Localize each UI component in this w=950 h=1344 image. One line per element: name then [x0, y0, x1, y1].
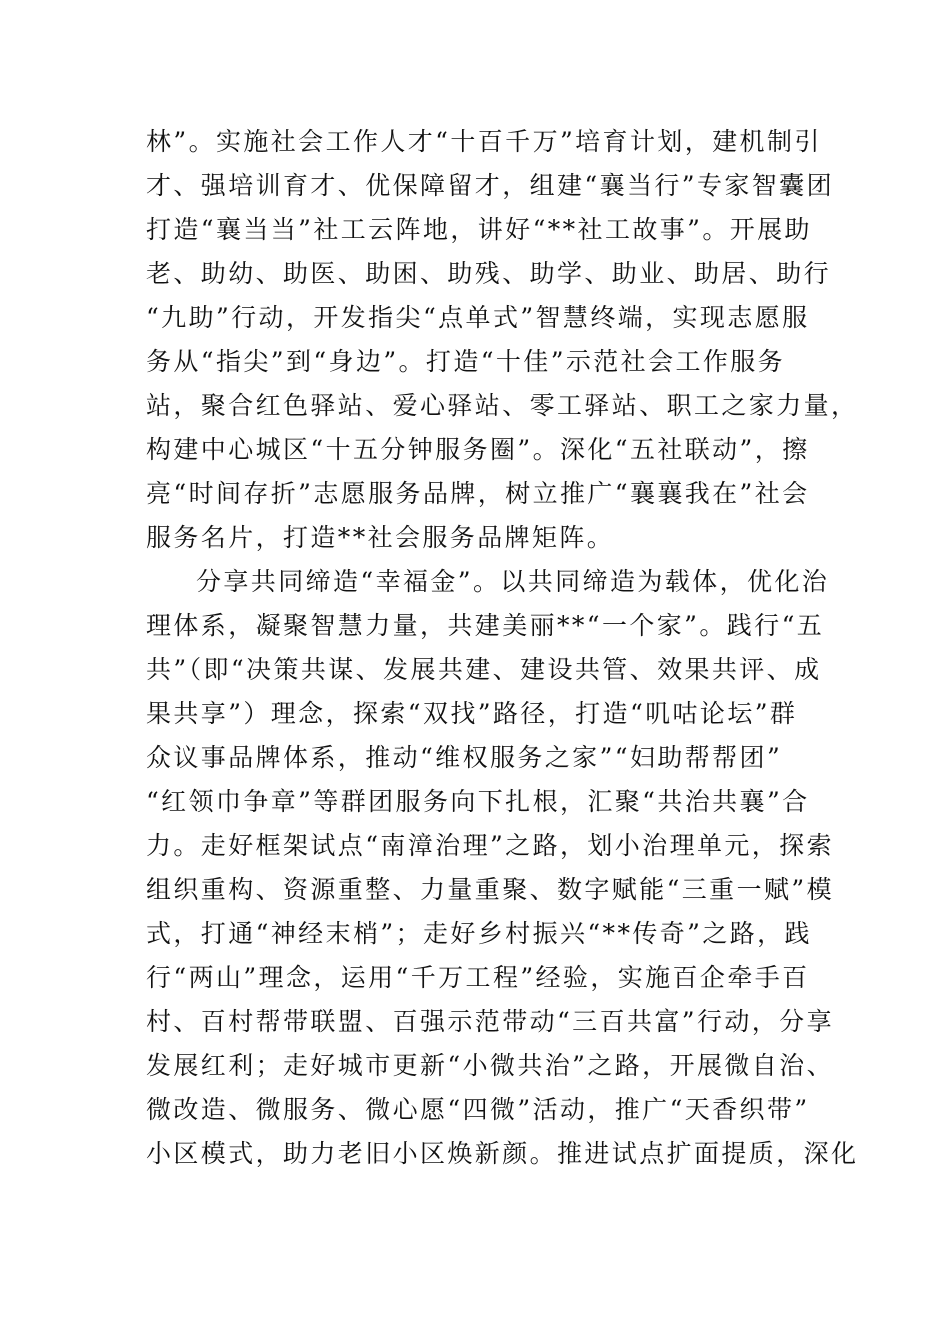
text-line: 小区模式，助力老旧小区焕新颜。推进试点扩面提质，深化: [146, 1139, 859, 1168]
text-line: 力。走好框架试点“南漳治理”之路，划小治理单元，探索: [146, 831, 834, 860]
text-line: 老、助幼、助医、助困、助残、助学、助业、助居、助行: [146, 259, 832, 288]
text-line: 构建中心城区“十五分钟服务圈”。深化“五社联动”，擦: [146, 435, 810, 464]
text-line: 行“两山”理念，运用“千万工程”经验，实施百企牵手百: [146, 963, 810, 992]
text-line: 村、百村帮带联盟、百强示范带动“三百共富”行动，分享: [146, 1007, 834, 1036]
text-line: 服务名片，打造**社会服务品牌矩阵。: [146, 523, 615, 552]
text-line: 果共享”）理念，探索“双找”路径，打造“叽咕论坛”群: [146, 699, 798, 728]
text-line: “红领巾争章”等群团服务向下扎根，汇聚“共治共襄”合: [146, 787, 810, 816]
text-line: 分享共同缔造“幸福金”。以共同缔造为载体，优化治: [196, 567, 830, 596]
text-line: 打造“襄当当”社工云阵地，讲好“**社工故事”。开展助: [146, 215, 812, 244]
text-line: 发展红利；走好城市更新“小微共治”之路，开展微自治、: [146, 1051, 834, 1080]
text-line: 理体系，凝聚智慧力量，共建美丽**“一个家”。践行“五: [146, 611, 825, 640]
text-line: 才、强培训育才、优保障留才，组建“襄当行”专家智囊团: [146, 171, 834, 200]
text-line: 组织重构、资源重整、力量重聚、数字赋能“三重一赋”模: [146, 875, 834, 904]
text-line: 亮“时间存折”志愿服务品牌，树立推广“襄襄我在”社会: [146, 479, 810, 508]
text-line: 微改造、微服务、微心愿“四微”活动，推广“天香织带”: [146, 1095, 810, 1124]
text-line: 众议事品牌体系，推动“维权服务之家”“妇助帮帮团”: [146, 743, 783, 772]
text-line: 站，聚合红色驿站、爱心驿站、零工驿站、职工之家力量，: [146, 391, 859, 420]
text-line: 式，打通“神经末梢”；走好乡村振兴“**传奇”之路，践: [146, 919, 812, 948]
text-line: “九助”行动，开发指尖“点单式”智慧终端，实现志愿服: [146, 303, 810, 332]
text-line: 林”。实施社会工作人才“十百千万”培育计划，建机制引: [146, 127, 822, 156]
text-line: 共”（即“决策共谋、发展共建、建设共管、效果共评、成: [146, 655, 822, 684]
text-line: 务从“指尖”到“身边”。打造“十佳”示范社会工作服务: [146, 347, 786, 376]
